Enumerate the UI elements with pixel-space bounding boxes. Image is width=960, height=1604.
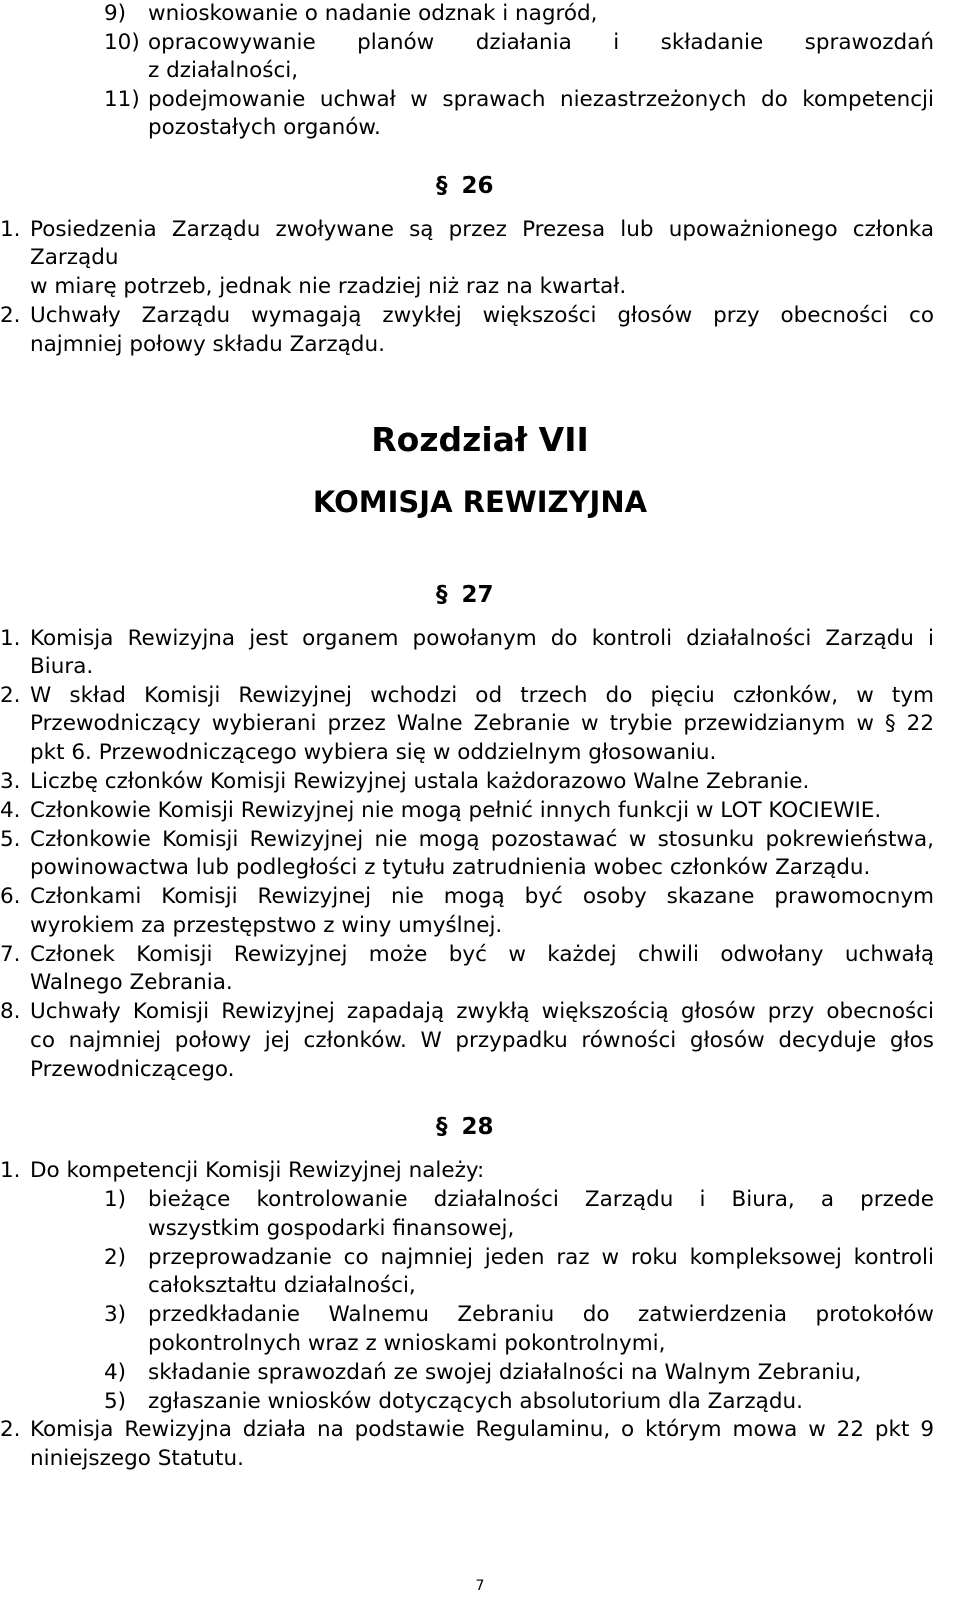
section-symbol: § xyxy=(436,582,448,608)
item-number: 6. xyxy=(0,884,21,909)
page-number: 7 xyxy=(475,1578,485,1594)
list-item-text: pozostałych organów. xyxy=(148,115,381,140)
item-text: wyrokiem za przestępstwo z winy umyślnej. xyxy=(30,913,503,938)
subitem-number: 1) xyxy=(104,1187,127,1212)
section-number: 28 xyxy=(461,1114,494,1140)
subitem-text: przedkładanie Walnemu Zebraniu do zatwierdzenia protokołów xyxy=(148,1302,934,1327)
item-text: Biura. xyxy=(30,654,94,679)
section-heading-28 xyxy=(436,1112,494,1142)
item-text: pkt 6. Przewodniczącego wybiera się w oddzielnym głosowaniu. xyxy=(30,740,717,765)
item-text: Uchwały Komisji Rewizyjnej zapadają zwykłą większością głosów przy obecności xyxy=(30,999,934,1024)
item-text: najmniej połowy składu Zarządu. xyxy=(30,332,385,357)
item-number: 5. xyxy=(0,827,21,852)
section-heading-27 xyxy=(436,580,494,610)
item-text: co najmniej połowy jej członków. W przypadku równości głosów decyduje głos xyxy=(30,1028,934,1053)
item-number: 1. xyxy=(0,626,21,651)
item-number: 3. xyxy=(0,769,21,794)
item-text: Przewodniczący wybierani przez Walne Zebranie w trybie przewidzianym w § 22 xyxy=(30,711,934,736)
item-text: Komisja Rewizyjna jest organem powołanym do kontroli działalności Zarządu i xyxy=(30,626,934,651)
chapter-title: Rozdział VII xyxy=(371,420,589,459)
subitem-text: bieżące kontrolowanie działalności Zarządu i Biura, a przede xyxy=(148,1187,934,1212)
list-number: 11) xyxy=(104,87,140,112)
item-number: 1. xyxy=(0,1158,21,1183)
subitem-number: 4) xyxy=(104,1360,127,1385)
list-number: 9) xyxy=(104,1,127,26)
list-item-text: z działalności, xyxy=(148,58,299,83)
item-text: Uchwały Zarządu wymagają zwykłej większości głosów przy obecności co xyxy=(30,303,934,328)
section-number: 27 xyxy=(461,582,494,608)
item-text: W skład Komisji Rewizyjnej wchodzi od trzech do pięciu członków, w tym xyxy=(30,683,934,708)
subitem-text: całokształtu działalności, xyxy=(148,1273,416,1298)
item-text: Członkowie Komisji Rewizyjnej nie mogą pozostawać w stosunku pokrewieństwa, xyxy=(30,827,934,852)
item-text: Komisja Rewizyjna działa na podstawie Regulaminu, o którym mowa w 22 pkt 9 xyxy=(30,1417,934,1442)
list-number: 10) xyxy=(104,30,140,55)
item-text: Posiedzenia Zarządu zwoływane są przez Prezesa lub upoważnionego członka xyxy=(30,217,934,242)
subitem-number: 2) xyxy=(104,1245,127,1270)
section-symbol: § xyxy=(436,173,448,199)
subitem-text: wszystkim gospodarki finansowej, xyxy=(148,1216,515,1241)
item-number: 1. xyxy=(0,217,21,242)
list-item-text: opracowywanie planów działania i składanie sprawozdań xyxy=(148,30,934,55)
item-text: Przewodniczącego. xyxy=(30,1057,235,1082)
item-text: Liczbę członków Komisji Rewizyjnej ustala każdorazowo Walne Zebranie. xyxy=(30,769,810,794)
item-number: 2. xyxy=(0,303,21,328)
item-number: 4. xyxy=(0,798,21,823)
item-text: niniejszego Statutu. xyxy=(30,1446,244,1471)
item-text: Do kompetencji Komisji Rewizyjnej należy: xyxy=(30,1158,485,1183)
item-number: 7. xyxy=(0,942,21,967)
subitem-text: zgłaszanie wniosków dotyczących absolutorium dla Zarządu. xyxy=(148,1389,803,1414)
item-text: Walnego Zebrania. xyxy=(30,970,233,995)
item-text: Członkami Komisji Rewizyjnej nie mogą być osoby skazane prawomocnym xyxy=(30,884,934,909)
item-number: 8. xyxy=(0,999,21,1024)
section-symbol: § xyxy=(436,1114,448,1140)
item-text: w miarę potrzeb, jednak nie rzadziej niż raz na kwartał. xyxy=(30,274,627,299)
subitem-text: składanie sprawozdań ze swojej działalności na Walnym Zebraniu, xyxy=(148,1360,862,1385)
section-number: 26 xyxy=(461,173,494,199)
item-text: Zarządu xyxy=(30,245,119,270)
subitem-number: 3) xyxy=(104,1302,127,1327)
list-item-text: wnioskowanie o nadanie odznak i nagród, xyxy=(148,1,598,26)
item-number: 2. xyxy=(0,683,21,708)
subitem-text: przeprowadzanie co najmniej jeden raz w roku kompleksowej kontroli xyxy=(148,1245,934,1270)
item-text: Członkowie Komisji Rewizyjnej nie mogą pełnić innych funkcji w LOT KOCIEWIE. xyxy=(30,798,882,823)
item-text: Członek Komisji Rewizyjnej może być w każdej chwili odwołany uchwałą xyxy=(30,942,934,967)
list-item-text: podejmowanie uchwał w sprawach niezastrzeżonych do kompetencji xyxy=(148,87,934,112)
chapter-subtitle: KOMISJA REWIZYJNA xyxy=(312,485,648,519)
item-text: powinowactwa lub podległości z tytułu zatrudnienia wobec członków Zarządu. xyxy=(30,855,871,880)
section-heading-26 xyxy=(436,171,494,201)
subitem-number: 5) xyxy=(104,1389,127,1414)
item-number: 2. xyxy=(0,1417,21,1442)
subitem-text: pokontrolnych wraz z wnioskami pokontrolnymi, xyxy=(148,1331,666,1356)
